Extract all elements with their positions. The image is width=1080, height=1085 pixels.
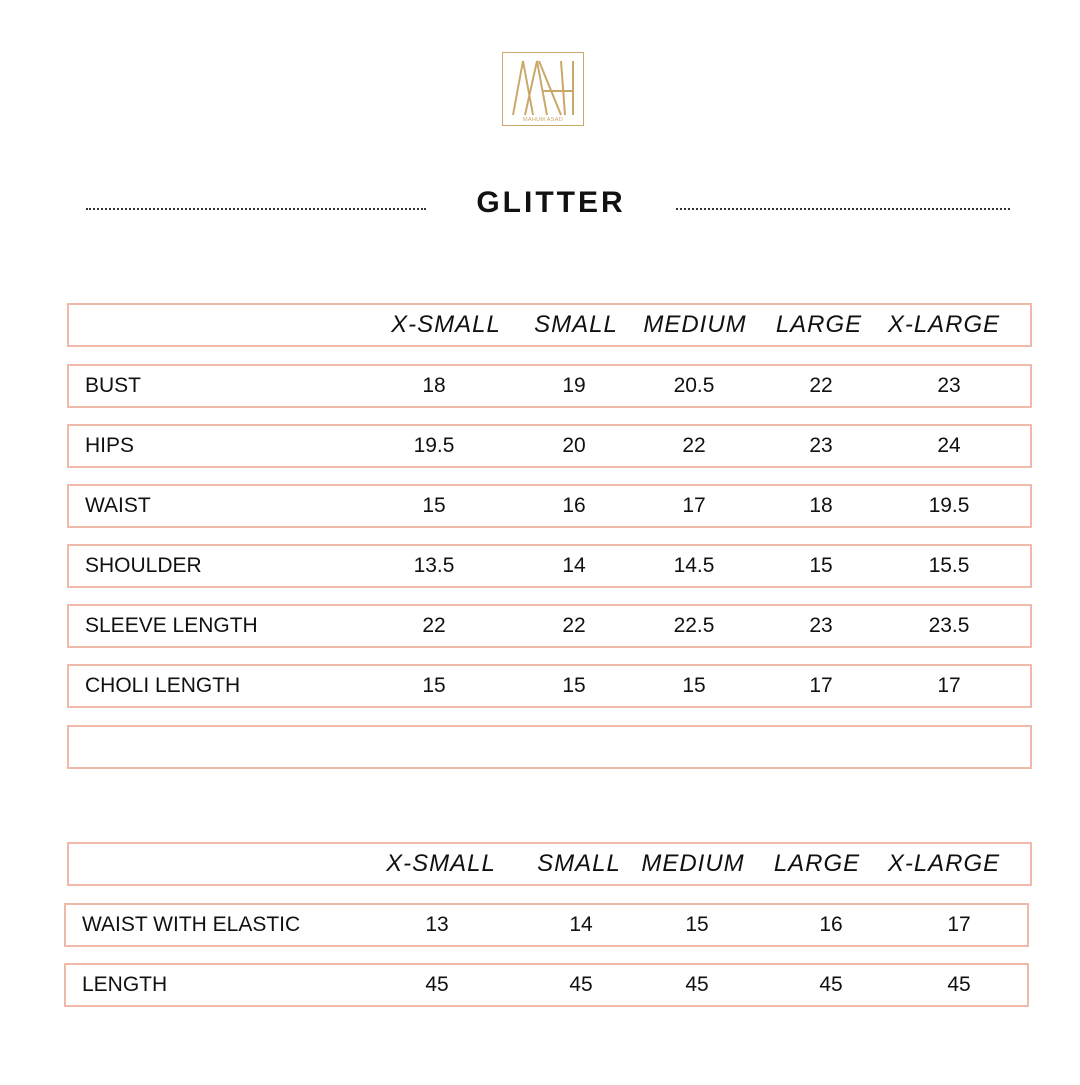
cell-value: 23 — [809, 434, 833, 457]
cell-value: 22 — [562, 614, 586, 637]
table-row — [64, 963, 1029, 1007]
table-row — [67, 364, 1032, 408]
table-header-row — [67, 303, 1032, 347]
cell-value: 14 — [569, 913, 593, 936]
cell-value: 15.5 — [928, 554, 970, 577]
cell-value: 18 — [422, 374, 446, 397]
row-label: SLEEVE LENGTH — [85, 614, 258, 637]
cell-value: 17 — [682, 494, 706, 517]
cell-value: 17 — [937, 674, 961, 697]
cell-value: 20.5 — [673, 374, 715, 397]
cell-value: 45 — [947, 973, 971, 996]
cell-value: 23.5 — [928, 614, 970, 637]
cell-value: 22 — [809, 374, 833, 397]
row-label: BUST — [85, 374, 142, 397]
cell-value: 15 — [682, 674, 706, 697]
row-label: WAIST WITH ELASTIC — [82, 913, 301, 936]
column-header-medium: MEDIUM — [643, 311, 747, 338]
brand-logo-text: MAHUM ASAD — [523, 117, 563, 123]
cell-value: 16 — [562, 494, 586, 517]
cell-value: 13 — [425, 913, 449, 936]
cell-value: 20 — [562, 434, 586, 457]
row-label: CHOLI LENGTH — [85, 674, 241, 697]
row-label: LENGTH — [82, 973, 168, 996]
title-divider-left — [86, 208, 426, 210]
page-title: GLITTER — [476, 186, 626, 219]
cell-value: 19.5 — [928, 494, 970, 517]
column-header-large: LARGE — [773, 850, 861, 877]
row-label: HIPS — [85, 434, 135, 457]
cell-value: 16 — [819, 913, 843, 936]
column-header-medium: MEDIUM — [641, 850, 745, 877]
table-row — [64, 903, 1029, 947]
column-header-large: LARGE — [775, 311, 863, 338]
title-row — [86, 186, 1010, 226]
column-header-xlarge: X-LARGE — [887, 311, 1001, 338]
cell-value: 18 — [809, 494, 833, 517]
row-label: WAIST — [85, 494, 151, 517]
cell-value: 45 — [685, 973, 709, 996]
cell-value: 19 — [562, 374, 586, 397]
table-row — [67, 424, 1032, 468]
column-header-xsmall: X-SMALL — [391, 311, 501, 338]
cell-value: 15 — [422, 494, 446, 517]
column-header-xlarge: X-LARGE — [887, 850, 1001, 877]
table-row — [67, 484, 1032, 528]
cell-value: 23 — [937, 374, 961, 397]
column-header-xsmall: X-SMALL — [386, 850, 496, 877]
cell-value: 17 — [809, 674, 833, 697]
brand-monogram-icon — [503, 53, 583, 125]
cell-value: 23 — [809, 614, 833, 637]
cell-value: 22 — [422, 614, 446, 637]
cell-value: 17 — [947, 913, 971, 936]
cell-value: 45 — [425, 973, 449, 996]
cell-value: 14 — [562, 554, 586, 577]
cell-value: 14.5 — [673, 554, 715, 577]
cell-value: 22 — [682, 434, 706, 457]
cell-value: 15 — [685, 913, 709, 936]
brand-logo — [502, 52, 584, 126]
table-empty-row — [67, 725, 1032, 769]
cell-value: 15 — [422, 674, 446, 697]
cell-value: 15 — [562, 674, 586, 697]
cell-value: 45 — [569, 973, 593, 996]
cell-value: 22.5 — [673, 614, 715, 637]
cell-value: 19.5 — [413, 434, 455, 457]
table-row — [67, 604, 1032, 648]
column-header-small: SMALL — [537, 850, 621, 877]
cell-value: 45 — [819, 973, 843, 996]
table-row — [67, 664, 1032, 708]
title-divider-right — [676, 208, 1010, 210]
table-row — [67, 544, 1032, 588]
cell-value: 24 — [937, 434, 961, 457]
cell-value: 13.5 — [413, 554, 455, 577]
column-header-small: SMALL — [534, 311, 618, 338]
row-label: SHOULDER — [85, 554, 202, 577]
cell-value: 15 — [809, 554, 833, 577]
table-header-row — [67, 842, 1032, 886]
